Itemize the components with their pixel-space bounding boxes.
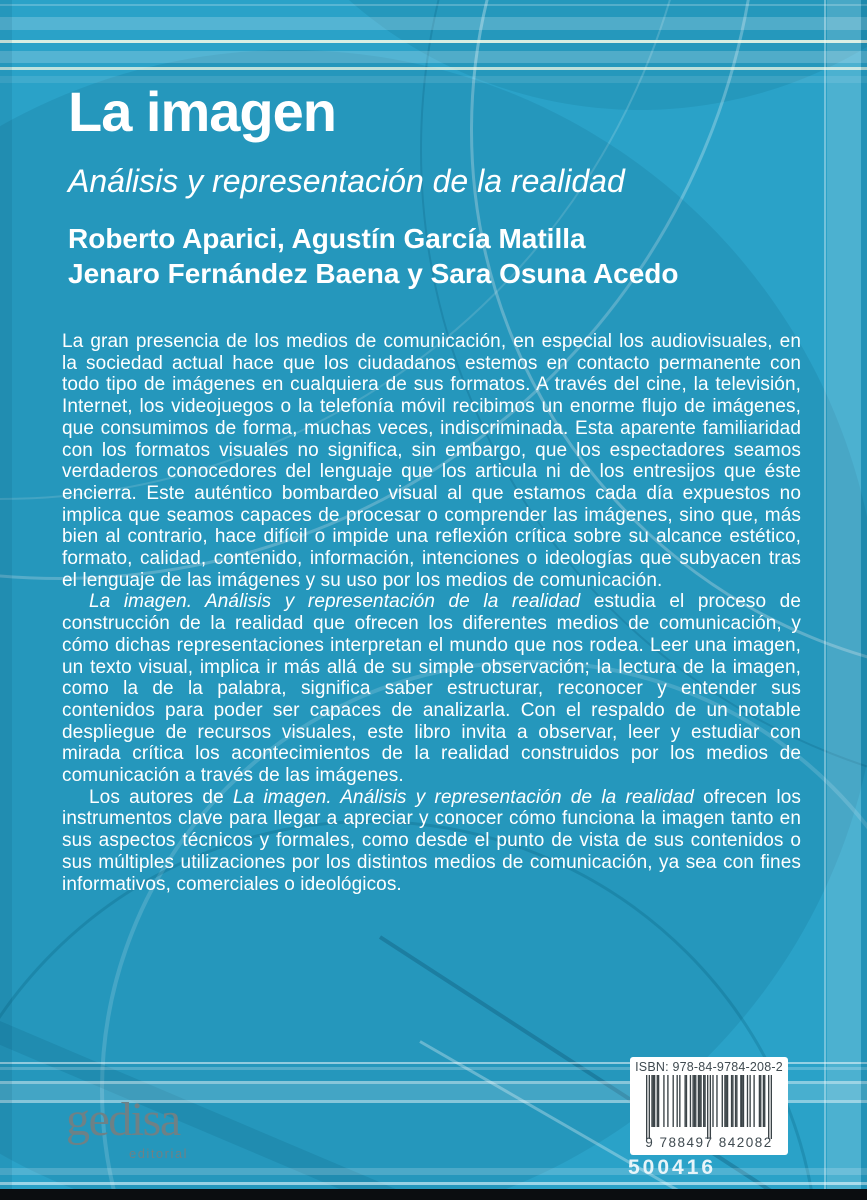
- title-block: [68, 80, 808, 291]
- publisher-name: gedisa: [66, 1093, 180, 1146]
- text-segment: estudia el proceso de construcción de la realidad que ofrecen los diferentes medios de comunicación, y cómo dichas representaciones interpretan el mundo que nos rodea. Leer una imagen, un texto visual, implica ir más allá de su simple observación; la lectura de la imagen, como la de la palabra, significa saber estructurar, reconocer y entender sus contenidos para poder ser capaces de analizarla. Con el respaldo de un notable despliegue de recursos visuales, este libro invita a observar, leer y estudiar con mirada crítica los acontecimientos de la realidad construidos por los medios de comunicación a través de las imágenes.: [62, 591, 801, 787]
- right-edge-line: [824, 0, 826, 1200]
- synopsis-paragraph-2: [62, 591, 801, 786]
- authors-line-1: Roberto Aparici, Agustín García Matilla: [68, 223, 586, 255]
- authors-line-2: Jenaro Fernández Baena y Sara Osuna Acedo: [68, 258, 679, 290]
- synopsis-paragraph-1: [62, 331, 801, 591]
- synopsis-text: [62, 331, 801, 895]
- authors-block: [68, 221, 808, 291]
- top-stripe-4: [0, 51, 867, 63]
- right-edge-highlight: [827, 0, 861, 1200]
- book-title: La imagen: [68, 80, 336, 143]
- top-stripe-3: [0, 40, 867, 43]
- text-segment: ofrecen los instrumentos clave para llegar a apreciar y conocer cómo funciona la imagen tanto en sus aspectos técnicos y formales, como desde el punto de vista de sus contenidos o sus múltiples utilizaciones por los distintos medios de comunicación, ya sea con fines informativos, comerciales o ideológicos.: [62, 786, 801, 895]
- product-code: 500416: [628, 1156, 717, 1179]
- book-subtitle: Análisis y representación de la realidad: [68, 163, 625, 199]
- bottom-stripe-6: [0, 1168, 867, 1175]
- synopsis-paragraph-3: [62, 787, 801, 896]
- publisher-tagline: editorial: [128, 1146, 188, 1161]
- text-segment: Los autores de: [89, 786, 233, 808]
- barcode-number: 9 788497 842082: [645, 1135, 773, 1150]
- top-stripe-5: [0, 67, 867, 70]
- text-segment: La imagen. Análisis y representación de la realidad: [89, 591, 581, 613]
- text-segment: La gran presencia de los medios de comunicación, en especial los audiovisuales, en la sociedad actual hace que los ciudadanos estemos en contacto permanente con todo tipo de imágenes en cualquiera de sus formatos. A través del cine, la televisión, Internet, los videojuegos o la telefonía móvil recibimos un enorme flujo de imágenes, que consumimos de forma, muchas veces, indiscriminada. Esta aparente familiaridad con los formatos visuales no significa, sin embargo, que los espectadores seamos verdaderos conocedores del lenguaje que los articula ni de los entresijos que éste encierra. Este auténtico bombardeo visual al que estamos cada día expuestos no implica que seamos capaces de procesar o comprender las imágenes, sino que, más bien al contrario, hace difícil o impide una reflexión crítica sobre su alcance estético, formato, calidad, contenido, información, intenciones o ideologías que subyacen tras el lenguaje de las imágenes y su uso por los medios de comunicación.: [62, 331, 801, 591]
- top-stripe-2: [0, 17, 867, 30]
- isbn-label: ISBN: 978-84-9784-208-2: [635, 1060, 783, 1074]
- right-edge-shade: [861, 0, 867, 1200]
- bottom-stripe-7: [0, 1182, 867, 1185]
- barcode-image: [646, 1075, 772, 1139]
- text-segment: La imagen. Análisis y representación de la realidad: [232, 786, 694, 808]
- publisher-logo: [66, 1093, 196, 1161]
- left-edge-shade: [0, 0, 12, 1200]
- bottom-edge-strip: [0, 1189, 867, 1200]
- top-stripe-1: [0, 4, 867, 6]
- isbn-barcode-box: [630, 1057, 788, 1155]
